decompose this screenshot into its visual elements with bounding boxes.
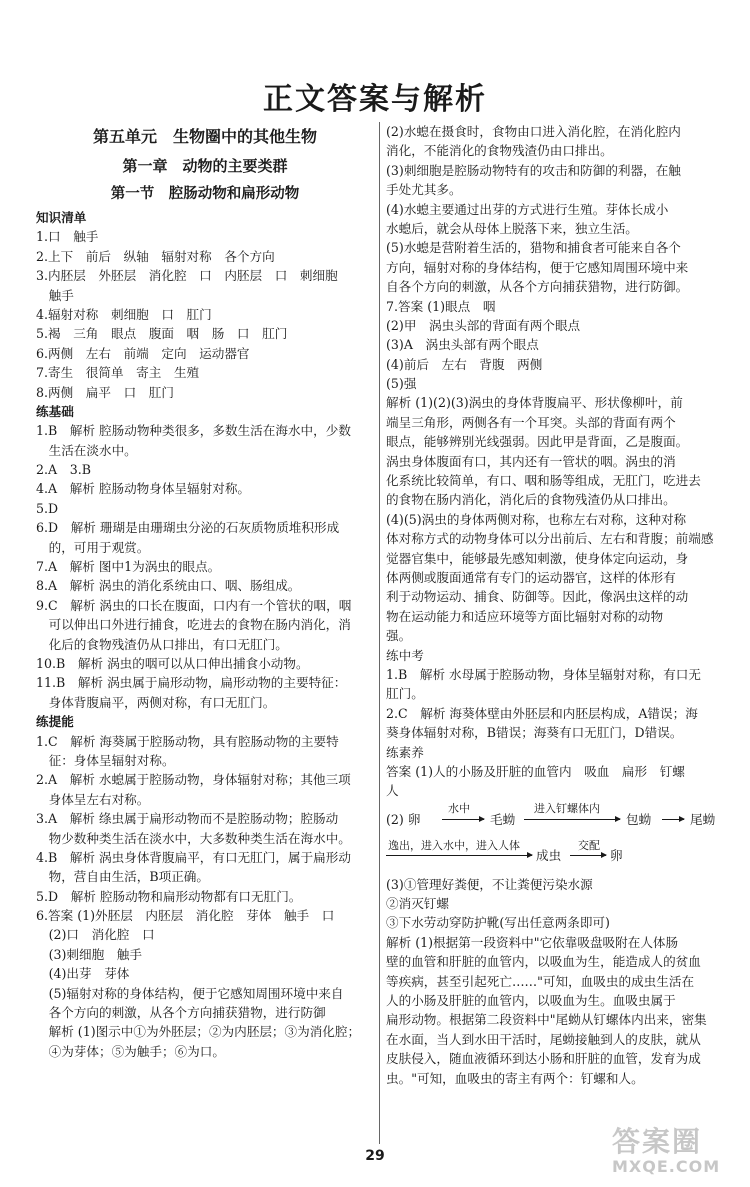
answer-line: 水螅后，就会从母体上脱落下来，独立生活。: [386, 220, 638, 236]
line-text: 9.C 解析 涡虫的口长在腹面，口内有一个管状的咽，咽: [36, 597, 352, 613]
line-text: (3)刺细胞 触手: [36, 946, 142, 962]
line-text: 1.口 触手: [36, 229, 99, 245]
line-text: (4)出芽 芽体: [36, 966, 130, 982]
line-text: 化后的食物残渣仍从口排出，有口无肛门。: [36, 636, 288, 652]
diagram-adult: 成虫: [536, 847, 562, 863]
answer-line: [36, 421, 374, 440]
answer-line: 葵身体辐射对称，B错误；海葵有口无肛门，D错误。: [386, 725, 683, 741]
answer-line: 解析 (1)根据第一段资料中"它依靠吸盘吸附在人体肠: [386, 934, 679, 950]
answer-line: [36, 557, 374, 576]
answer-line: 答案 (1)人的小肠及肝脏的血管内 吸血 扁形 钉螺: [386, 763, 685, 779]
answer-line: 人: [386, 783, 399, 799]
answer-line: (5)水螅是营附着生活的，猎物和捕食者可能来自各个: [386, 240, 681, 256]
line-text: 3.内胚层 外胚层 消化腔 口 内胚层 口 刺细胞: [36, 268, 338, 284]
answer-line: [36, 499, 374, 518]
answer-line: 等疾病，甚至引起死亡……"可知，血吸虫的成虫生活在: [386, 973, 695, 989]
answer-line: 在水面，当人到水田干活时，尾蚴接触到人的皮肤，就从: [386, 1031, 701, 1047]
line-text: 1.B 解析 腔肠动物种类很多，多数生活在海水中，少数: [36, 423, 351, 439]
arrow4-label: 逸出，进入水中，进入人体: [388, 838, 520, 852]
line-text: 物少数种类生活在淡水中，大多数种类生活在海水中。: [36, 830, 351, 846]
answer-line: 方向，辐射对称的身体结构，便于它感知周围环境中来: [386, 259, 689, 275]
line-text: 6.两侧 左右 前端 定向 运动器官: [36, 345, 250, 361]
diagram-egg-start: (2) 卵: [386, 811, 421, 827]
arrow-egg-to-miracidium: [442, 819, 484, 820]
line-text: 2.A 解析 水螅属于腔肠动物，身体辐射对称；其他三项: [36, 772, 351, 788]
answer-line: [36, 383, 374, 402]
answer-line: [36, 712, 374, 731]
answer-line: [36, 829, 374, 848]
diagram-sporocyst: 包蚴: [626, 811, 652, 827]
answer-line: [36, 479, 374, 498]
answer-line: [36, 363, 374, 382]
answer-line: 练中考: [386, 647, 424, 663]
line-text: 10.B 解析 涡虫的咽可以从口伸出捕食小动物。: [36, 655, 309, 671]
answer-line: 利于动物运动、捕食、防御等。因此，像涡虫这样的动: [386, 589, 689, 605]
answer-line: [36, 964, 374, 983]
chapter-heading: 第一章 动物的主要类群: [122, 157, 288, 175]
arrow-sporocyst-to-cercaria: [662, 819, 684, 820]
line-text: 6.D 解析 珊瑚是由珊瑚虫分泌的石灰质物质堆积形成: [36, 520, 340, 536]
answer-line: (3)刺细胞是腔肠动物特有的攻击和防御的利器，在触: [386, 162, 681, 178]
answer-line: 练素养: [386, 744, 424, 760]
answer-line: [36, 790, 374, 809]
answer-line: (5)强: [386, 376, 417, 392]
line-text: 物，营自由生活，B项正确。: [36, 869, 209, 885]
section-label: 知识清单: [36, 210, 87, 225]
arrow-cercaria-to-adult: [386, 855, 532, 856]
line-text: (2)口 消化腔 口: [36, 927, 155, 943]
answer-line: (4)水螅主要通过出芽的方式进行生殖。芽体长成小: [386, 201, 669, 217]
answer-line: [36, 887, 374, 906]
answer-line: 眼点，能够辨别光线强弱。因此甲是背面，乙是腹面。: [386, 434, 689, 450]
answer-line: [36, 945, 374, 964]
diagram-miracidium: 毛蚴: [490, 811, 516, 827]
line-text: 生活在淡水中。: [36, 442, 137, 458]
answer-line: 体两侧或腹面通常有专门的运动器官，这样的体形有: [386, 569, 676, 585]
line-text: 2.上下 前后 纵轴 辐射对称 各个方向: [36, 248, 275, 264]
arrow-miracidium-to-sporocyst: [524, 819, 620, 820]
right-answer-lines-top: [386, 122, 722, 801]
answer-line: [36, 324, 374, 343]
answer-line: [36, 538, 374, 557]
section-heading: 第一节 腔肠动物和扁形动物: [110, 186, 300, 202]
left-column: [36, 122, 374, 1061]
answer-line: [36, 227, 374, 246]
line-text: 6.答案 (1)外胚层 内胚层 消化腔 芽体 触手 口: [36, 908, 335, 924]
watermark-logo: [612, 1126, 742, 1182]
answer-line: [36, 635, 374, 654]
answer-line: 觉器官集中，能够最先感知刺激，使身体定向运动，身: [386, 550, 689, 566]
line-text: 7.A 解析 图中1为涡虫的眼点。: [36, 559, 221, 575]
answer-line: 端呈三角形，两侧各有一个耳突。头部的背面有两个: [386, 414, 676, 430]
answer-line: (3)A 涡虫头部有两个眼点: [386, 337, 539, 353]
answer-line: [36, 751, 374, 770]
answer-line: [36, 208, 374, 227]
unit-heading: 第五单元 生物圈中的其他生物: [92, 127, 317, 146]
answer-line: [36, 247, 374, 266]
answer-line: 消化，不能消化的食物残渣仍由口排出。: [386, 143, 613, 159]
answer-line: 化系统比较简单，有口、咽和肠等组成，无肛门，吃进去: [386, 473, 701, 489]
section-label: 练提能: [36, 714, 74, 730]
answer-line: [36, 344, 374, 363]
answer-line: [36, 848, 374, 867]
line-text: 5.褐 三角 眼点 腹面 咽 肠 口 肛门: [36, 326, 288, 342]
answer-line: (4)(5)涡虫的身体两侧对称，也称左右对称，这种对称: [386, 511, 687, 527]
diagram-cercaria: 尾蚴: [690, 811, 716, 827]
answer-line: 壁的血管和肝脏的血管内，以吸血为生，能造成人的贫血: [386, 954, 701, 970]
arrow1-label: 水中: [448, 801, 470, 815]
line-text: 可以伸出口外进行捕食，吃进去的食物在肠内消化，消: [36, 617, 351, 633]
arrow5-label: 交配: [578, 838, 600, 852]
line-text: 11.B 解析 涡虫属于扁形动物，扁形动物的主要特征：: [36, 675, 347, 691]
line-text: 2.A 3.B: [36, 462, 91, 478]
right-answer-lines-bottom: [386, 875, 722, 1088]
answer-line: (2)甲 涡虫头部的背面有两个眼点: [386, 317, 581, 333]
answer-line: [36, 286, 374, 305]
line-text: (5)辐射对称的身体结构，便于它感知周围环境中来自: [36, 985, 344, 1001]
answer-line: 人的小肠及肝脏的血管内，以吸血为生。血吸虫属于: [386, 993, 676, 1009]
answer-line: 肛门。: [386, 686, 424, 702]
answer-line: (2)水螅在摄食时，食物由口进入消化腔，在消化腔内: [386, 124, 681, 139]
line-text: 1.C 解析 海葵属于腔肠动物，具有腔肠动物的主要特: [36, 733, 339, 749]
page-number: 29: [365, 1148, 385, 1164]
answer-line: [36, 906, 374, 925]
answer-line: 物在运动能力和适应环境等方面比辐射对称的动物: [386, 608, 664, 624]
line-text: 的，可用于观赏。: [36, 539, 150, 555]
arrow2-label: 进入钉螺体内: [534, 801, 600, 815]
line-text: 各个方向的刺激，从各个方向捕获猎物，进行防御: [36, 1005, 326, 1021]
answer-line: 的食物在肠内消化，消化后的食物残渣仍从口排出。: [386, 492, 676, 508]
answer-line: [36, 925, 374, 944]
answer-line: [36, 673, 374, 692]
answer-line: [36, 615, 374, 634]
answer-line: 体对称方式的动物身体可以分出前后、左右和背腹；前端感: [386, 531, 714, 547]
answer-line: 虫。"可知，血吸虫的寄主有两个：钉螺和人。: [386, 1070, 644, 1086]
answer-line: 涡虫身体腹面有口，其内还有一管状的咽。涡虫的消: [386, 453, 676, 469]
line-text: 8.两侧 扁平 口 肛门: [36, 384, 174, 400]
line-text: 触手: [36, 287, 74, 303]
answer-line: ②消灭钉螺: [386, 896, 449, 912]
answer-line: [36, 460, 374, 479]
line-text: 5.D: [36, 500, 59, 516]
right-column: [386, 122, 722, 1088]
answer-line: 扁形动物。根据第二段资料中"尾蚴从钉螺体内出来，密集: [386, 1012, 707, 1028]
watermark-text-bottom: MXQE.COM: [612, 1157, 721, 1176]
answer-line: [36, 1022, 374, 1041]
answer-line: [36, 693, 374, 712]
line-text: 解析 (1)图示中①为外胚层；②为内胚层；③为消化腔；: [36, 1024, 361, 1040]
answer-line: [36, 984, 374, 1003]
answer-line: [36, 266, 374, 285]
line-text: 4.B 解析 涡虫身体背腹扁平，有口无肛门，属于扁形动: [36, 849, 351, 865]
arrow-adult-to-egg: [570, 855, 606, 856]
answer-line: [36, 1042, 374, 1061]
answer-line: 2.C 解析 海葵体壁由外胚层和内胚层构成，A错误；海: [386, 705, 698, 721]
answer-line: (3)①管理好粪便，不让粪便污染水源: [386, 876, 593, 892]
answer-line: [36, 596, 374, 615]
answer-line: 解析 (1)(2)(3)涡虫的身体背腹扁平、形状像柳叶，前: [386, 395, 683, 411]
answer-line: 手处尤其多。: [386, 182, 462, 198]
left-answer-lines: [36, 208, 374, 1061]
line-text: 4.辐射对称 刺细胞 口 肛门: [36, 306, 212, 322]
line-text: 征：身体呈辐射对称。: [36, 752, 175, 768]
line-text: 身体呈左右对称。: [36, 791, 150, 807]
answer-line: 自各个方向的刺激，从各个方向捕获猎物，进行防御。: [386, 279, 689, 295]
diagram-egg-end: 卵: [610, 847, 623, 863]
page-title: 正文答案与解析: [263, 82, 487, 117]
answer-line: 皮肤侵入，随血液循环到达小肠和肝脏的血管，发育为成: [386, 1051, 701, 1067]
answer-line: ③下水劳动穿防护靴(写出任意两条即可): [386, 915, 610, 931]
section-label: 练基础: [36, 403, 74, 419]
answer-line: [36, 305, 374, 324]
answer-line: [36, 654, 374, 673]
line-text: ④为芽体；⑤为触手；⑥为口。: [36, 1043, 225, 1059]
answer-line: (4)前后 左右 背腹 两侧: [386, 356, 543, 372]
line-text: 5.D 解析 腔肠动物和扁形动物都有口无肛门。: [36, 888, 302, 904]
answer-line: [36, 809, 374, 828]
line-text: 4.A 解析 腔肠动物身体呈辐射对称。: [36, 481, 251, 497]
answer-line: [36, 770, 374, 789]
answer-line: [36, 576, 374, 595]
answer-line: [36, 441, 374, 460]
column-divider: [379, 122, 380, 1144]
line-text: 3.A 解析 绦虫属于扁形动物而不是腔肠动物；腔肠动: [36, 811, 339, 827]
answer-line: [36, 1003, 374, 1022]
answer-line: [36, 402, 374, 421]
line-text: 8.A 解析 涡虫的消化系统由口、咽、肠组成。: [36, 578, 301, 594]
answer-line: 1.B 解析 水母属于腔肠动物，身体呈辐射对称，有口无: [386, 666, 701, 682]
answer-line: [36, 867, 374, 886]
answer-line: 7.答案 (1)眼点 咽: [386, 298, 496, 314]
answer-line: 强。: [386, 628, 412, 644]
watermark-text-top: 答案圈: [612, 1125, 703, 1158]
life-cycle-diagram: [386, 801, 722, 875]
line-text: 7.寄生 很简单 寄主 生殖: [36, 365, 200, 381]
line-text: 身体背腹扁平，两侧对称，有口无肛门。: [36, 694, 276, 710]
answer-line: [36, 518, 374, 537]
answer-line: [36, 732, 374, 751]
